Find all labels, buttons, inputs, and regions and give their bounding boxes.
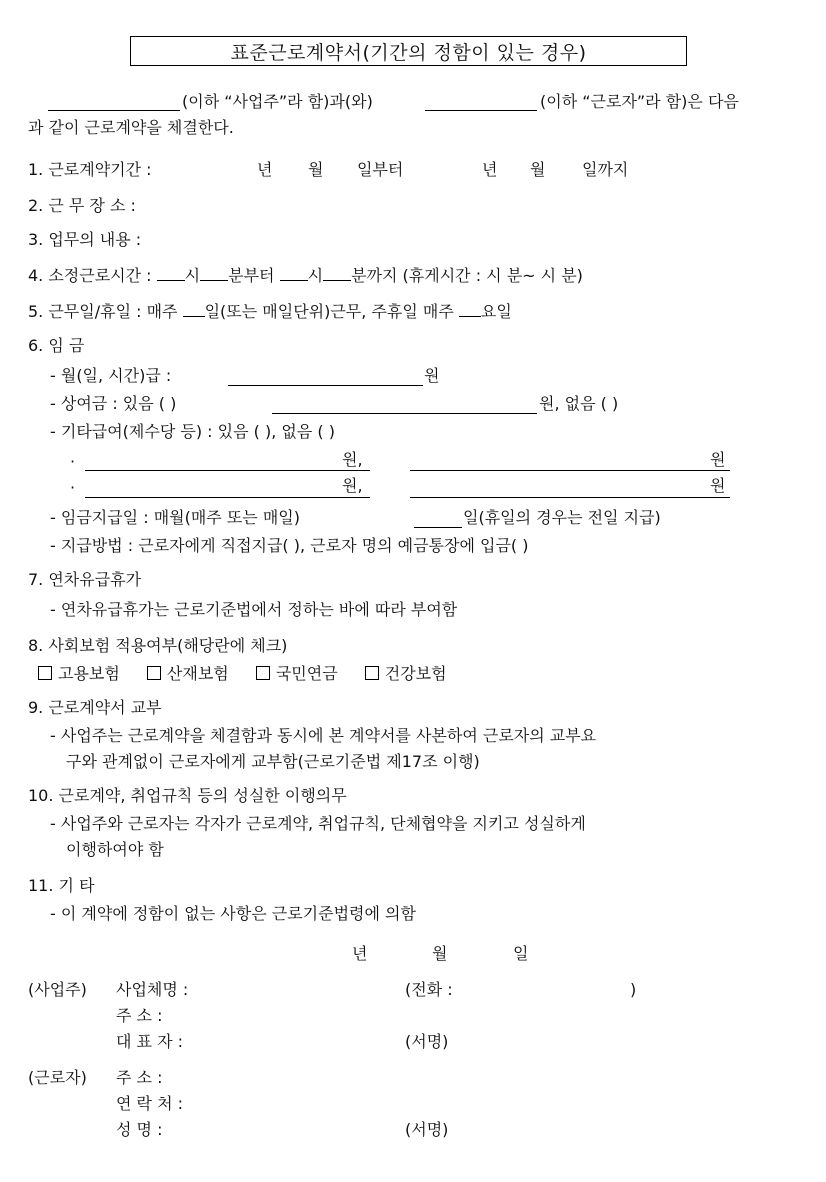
item5-row [28,300,512,322]
worker-contact-label: 연 락 처 : [116,1094,184,1113]
item1-label: 1. 근로계약기간 : [28,160,152,179]
item6-other-blank-1b[interactable] [410,470,730,471]
item6-bullet-2: · [70,478,76,497]
item6-monthly-label: - 월(일, 시간)급 : [50,366,172,385]
item6-other-blank-2b[interactable] [410,497,730,498]
item6-label: 6. 임 금 [28,336,85,355]
employer-phone-label: (전화 : [405,980,453,999]
item4-hour-unit: 시 [184,266,201,285]
item1-year1: 년 [257,160,273,179]
employer-role: (사업주) [28,980,87,999]
worker-name-label: 성 명 : [116,1120,163,1139]
item6-won-1b: 원 [710,450,726,469]
item10-label: 10. 근로계약, 취업규칙 등의 성실한 이행의무 [28,786,347,805]
contract-date-day: 일 [513,944,529,963]
worker-address-label: 주 소 : [116,1068,163,1087]
employer-sign: (서명) [405,1032,449,1051]
item6-payday-tail: 일(휴일의 경우는 전일 지급) [463,508,661,527]
item4-row [28,264,583,286]
option-national-pension[interactable]: 국민연금 [256,664,338,684]
item4-min-start-blank[interactable] [200,264,228,281]
item9-desc1: - 사업주는 근로계약을 체결함과 동시에 본 계약서를 사본하여 근로자의 교부요 [50,726,597,745]
item5-holiday-blank[interactable] [459,300,481,317]
employer-name-blank[interactable] [48,110,180,111]
item4-to: 분까지 [351,266,398,285]
item1-day2: 일까지 [582,160,629,179]
item4-hour-unit2: 시 [307,266,324,285]
item1-month1: 월 [308,160,324,179]
item4-label: 4. 소정근로시간 : [28,266,152,285]
employer-address-label: 주 소 : [116,1006,163,1025]
item1-day1: 일부터 [357,160,404,179]
item4-break: (휴게시간 : 시 분~ 시 분) [402,266,583,285]
worker-name-blank[interactable] [425,110,537,111]
item6-payday-label: - 임금지급일 : 매월(매주 또는 매일) [50,508,301,527]
employer-rep-label: 대 표 자 : [116,1032,184,1051]
option-industrial-accident-insurance[interactable]: 산재보험 [147,664,229,684]
item8-options [38,664,469,684]
worker-sign: (서명) [405,1120,449,1139]
item6-monthly-blank[interactable] [228,385,423,386]
item6-bullet-1: · [70,452,76,471]
item5-days-blank[interactable] [183,300,205,317]
item5-tail: 요일 [480,302,512,321]
contract-date-month: 월 [432,944,448,963]
item2-label: 2. 근 무 장 소 : [28,196,136,215]
item4-min-end-blank[interactable] [323,264,351,281]
item7-label: 7. 연차유급휴가 [28,570,142,589]
item4-hour-end-blank[interactable] [280,264,308,281]
item5-label: 5. 근무일/휴일 : 매주 [28,302,178,321]
item6-bonus-label: - 상여금 : 있음 ( ) [50,394,177,413]
item11-label: 11. 기 타 [28,876,95,895]
intro-employer-ref: (이하 “사업주”라 함)과(와) [182,92,373,111]
checkbox-icon[interactable] [38,666,52,680]
employer-phone-close: ) [630,980,637,999]
item5-mid: 일(또는 매일단위)근무, 주휴일 매주 [204,302,454,321]
item10-desc2: 이행하여야 함 [66,840,164,859]
item6-bonus-blank[interactable] [272,413,537,414]
item11-desc: - 이 계약에 정함이 없는 사항은 근로기준법령에 의함 [50,904,416,923]
item6-payday-blank[interactable] [414,527,462,528]
intro-line2: 과 같이 근로계약을 체결한다. [28,118,234,137]
item4-from: 분부터 [228,266,275,285]
item6-won-2a: 원, [342,476,363,495]
item6-monthly-unit: 원 [424,366,440,385]
item3-label: 3. 업무의 내용 : [28,230,142,249]
item6-method: - 지급방법 : 근로자에게 직접지급( ), 근로자 명의 예금통장에 입금( ) [50,536,529,555]
option-employment-insurance[interactable]: 고용보험 [38,664,120,684]
checkbox-icon[interactable] [365,666,379,680]
item6-other-blank-2a[interactable] [85,497,370,498]
worker-role: (근로자) [28,1068,87,1087]
item8-label: 8. 사회보험 적용여부(해당란에 체크) [28,636,288,655]
item6-won-1a: 원, [342,450,363,469]
item6-won-2b: 원 [710,476,726,495]
item4-hour-start-blank[interactable] [157,264,185,281]
document-title: 표준근로계약서(기간의 정함이 있는 경우) [130,36,687,66]
item6-other-blank-1a[interactable] [85,470,370,471]
intro-worker-ref: (이하 “근로자”라 함)은 다음 [540,92,739,111]
checkbox-icon[interactable] [256,666,270,680]
item10-desc1: - 사업주와 근로자는 각자가 근로계약, 취업규칙, 단체협약을 지키고 성실하게 [50,814,586,833]
item1-month2: 월 [530,160,546,179]
contract-date-year: 년 [352,944,368,963]
item9-label: 9. 근로계약서 교부 [28,698,162,717]
checkbox-icon[interactable] [147,666,161,680]
item7-desc: - 연차유급휴가는 근로기준법에서 정하는 바에 따라 부여함 [50,600,458,619]
item6-bonus-unit: 원, 없음 ( ) [539,394,619,413]
item6-other-label: - 기타급여(제수당 등) : 있음 ( ), 없음 ( ) [50,422,335,441]
option-health-insurance[interactable]: 건강보험 [365,664,447,684]
item9-desc2: 구와 관계없이 근로자에게 교부함(근로기준법 제17조 이행) [66,752,480,771]
item1-year2: 년 [482,160,498,179]
employer-company-label: 사업체명 : [116,980,189,999]
